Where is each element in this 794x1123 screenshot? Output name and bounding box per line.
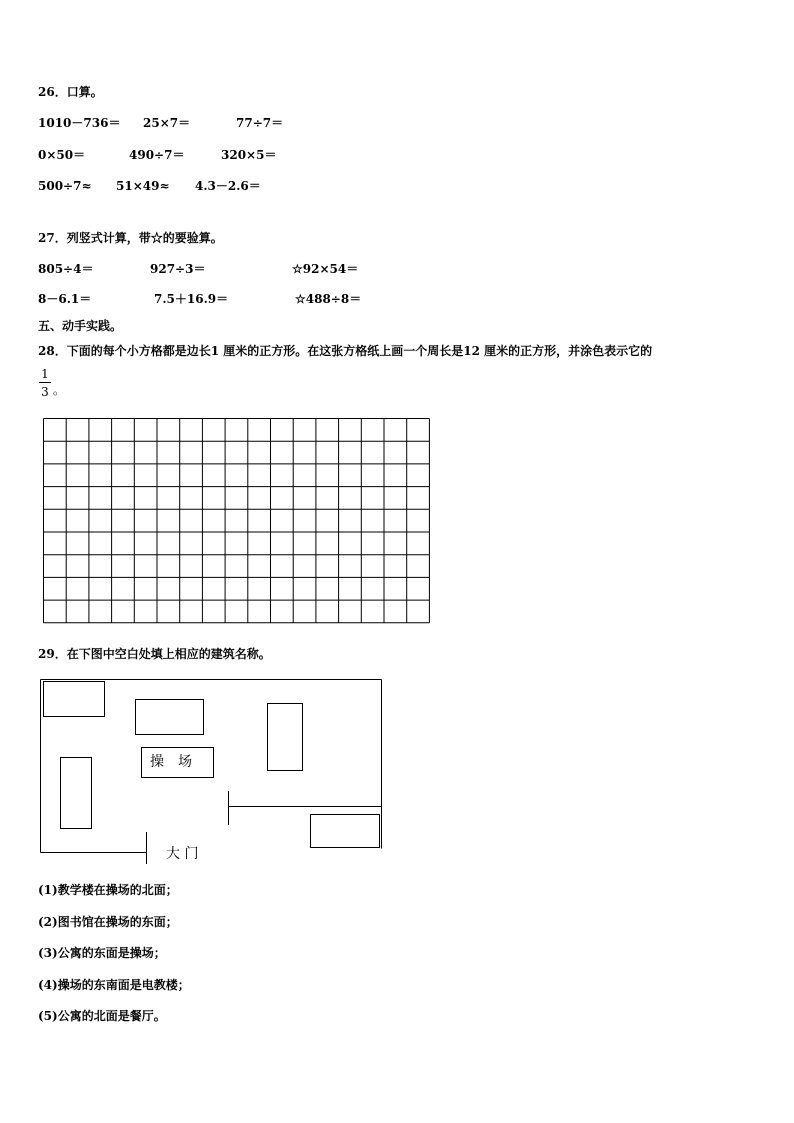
q27-title: 27．列竖式计算，带☆的要验算。 bbox=[38, 231, 223, 245]
fraction-one-third bbox=[38, 368, 52, 398]
blank-building-box[interactable] bbox=[268, 704, 303, 771]
q26-item: 51×49≈ bbox=[116, 179, 170, 193]
q27-item: 8－6.1＝ bbox=[38, 292, 92, 306]
q26-item: 500÷7≈ bbox=[38, 179, 92, 193]
campus-map bbox=[36, 676, 386, 866]
playground-label: 操 场 bbox=[150, 754, 192, 770]
q26-item: 77÷7＝ bbox=[236, 116, 284, 130]
blank-building-box[interactable] bbox=[136, 700, 204, 735]
q26-title: 26．口算。 bbox=[38, 85, 103, 99]
blank-building-box[interactable] bbox=[61, 758, 92, 829]
q26-item: 4.3－2.6＝ bbox=[195, 179, 261, 193]
fraction-numerator: 1 bbox=[41, 367, 49, 381]
blank-building-box[interactable] bbox=[44, 682, 105, 717]
q29-statement: (3)公寓的东面是操场； bbox=[38, 946, 166, 960]
q26-item: 490÷7＝ bbox=[129, 148, 185, 162]
q26-item: 1010－736＝ bbox=[38, 116, 121, 130]
q27-item: ☆92×54＝ bbox=[292, 262, 359, 276]
q29-statement: (4)操场的东南面是电教楼； bbox=[38, 978, 190, 992]
q27-item: 927÷3＝ bbox=[150, 262, 206, 276]
section-5-heading: 五、动手实践。 bbox=[38, 319, 123, 333]
q29-title: 29．在下图中空白处填上相应的建筑名称。 bbox=[38, 647, 271, 661]
q29-statement: (1)教学楼在操场的北面； bbox=[38, 883, 178, 897]
q27-item: ☆488÷8＝ bbox=[295, 292, 362, 306]
gate-label: 大 门 bbox=[166, 846, 199, 862]
q29-statement: (2)图书馆在操场的东面； bbox=[38, 915, 178, 929]
q26-item: 0×50＝ bbox=[38, 148, 86, 162]
q26-item: 320×5＝ bbox=[221, 148, 277, 162]
q27-item: 7.5＋16.9＝ bbox=[154, 292, 229, 306]
fraction-period: 。 bbox=[53, 383, 66, 397]
blank-building-box[interactable] bbox=[311, 815, 380, 848]
q28-text: 28．下面的每个小方格都是边长1 厘米的正方形。在这张方格纸上画一个周长是12 厘米的正方形，并涂色表示它的 bbox=[38, 344, 653, 358]
q27-item: 805÷4＝ bbox=[38, 262, 94, 276]
q29-statement: (5)公寓的北面是餐厅。 bbox=[38, 1009, 166, 1023]
q26-item: 25×7＝ bbox=[143, 116, 191, 130]
fraction-denominator: 3 bbox=[41, 385, 49, 399]
square-grid-paper[interactable] bbox=[43, 418, 431, 630]
